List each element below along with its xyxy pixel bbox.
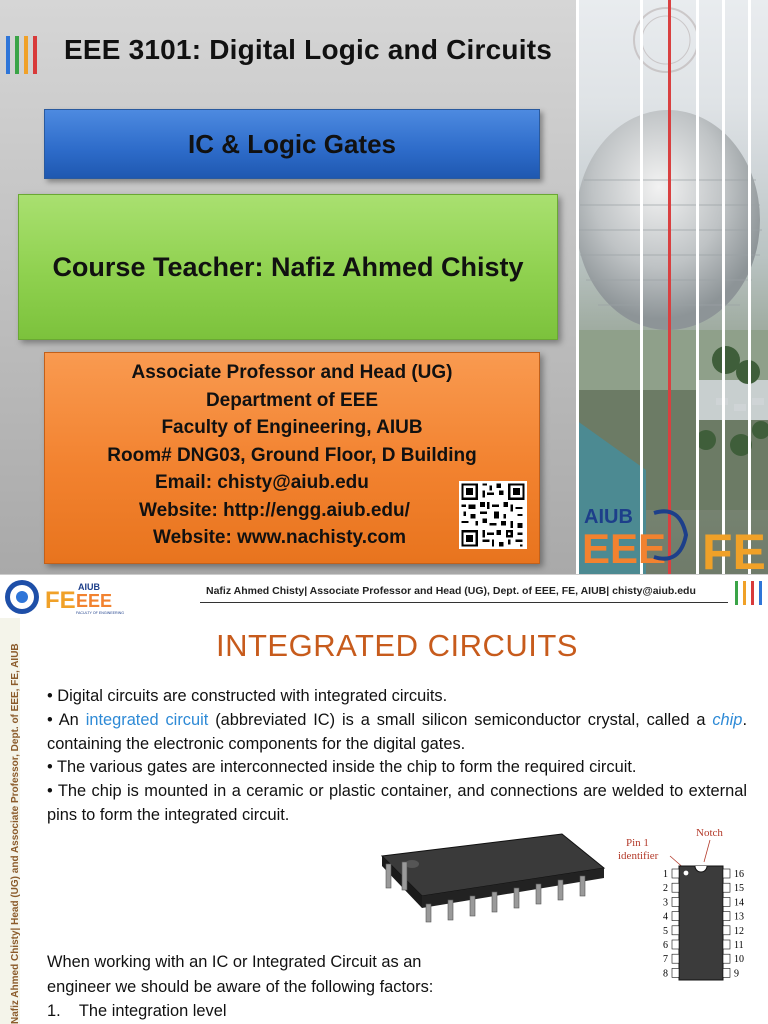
pin-number-12: 12 — [734, 925, 744, 937]
slide2-header — [0, 574, 768, 619]
pin-number-15: 15 — [734, 883, 744, 895]
logo-eee-text: EEE — [582, 525, 667, 572]
info-faculty: Faculty of Engineering, AIUB — [161, 417, 423, 438]
pin1-label: Pin 1 — [626, 837, 649, 849]
info-website-1[interactable]: Website: http://engg.aiub.edu/ — [139, 499, 410, 521]
factors-intro — [47, 950, 477, 1024]
pin-left-8 — [672, 968, 679, 977]
bullet-list — [47, 685, 747, 828]
header-info: Nafiz Ahmed Chisty| Associate Professor and Head (UG), Dept. of EEE, FE, AIUB| chisty@aiub.edu — [206, 585, 696, 597]
info-email[interactable]: Email: chisty@aiub.edu — [155, 472, 369, 493]
pin-right-13 — [723, 912, 730, 921]
color-stripes — [6, 36, 42, 74]
faculty-logo — [44, 578, 124, 616]
pin-number-13: 13 — [734, 911, 744, 923]
bullet-2: • An integrated circuit (abbreviated IC) is a small silicon semiconductor crystal, called a chip. containing the electronic components for the digital gates. — [47, 710, 747, 753]
factors-text: When working with an IC or Integrated Circuit as an engineer we should be aware of the following factors: — [47, 953, 434, 996]
contact-box — [44, 352, 540, 564]
pin-left-2 — [672, 883, 679, 892]
pin-left-1 — [672, 869, 679, 878]
ic-pinout-diagram — [616, 822, 766, 982]
pin-number-16: 16 — [734, 869, 744, 880]
pin-number-10: 10 — [734, 954, 744, 966]
header-rule — [200, 602, 728, 603]
course-title: EEE 3101: Digital Logic and Circuits — [64, 34, 552, 65]
notch-label: Notch — [696, 827, 723, 839]
pin-right-12 — [723, 926, 730, 935]
pin-number-2: 2 — [663, 883, 668, 895]
pin-left-3 — [672, 897, 679, 906]
pin-number-9: 9 — [734, 968, 739, 980]
pin-right-14 — [723, 897, 730, 906]
header-logo-aiub: AIUB — [78, 582, 100, 592]
pin-right-16 — [723, 869, 730, 878]
pin-number-7: 7 — [663, 954, 668, 966]
factor-item-1 — [47, 999, 477, 1024]
logo-aiub-text: AIUB — [584, 506, 633, 528]
chip-term: chip — [712, 710, 743, 729]
bullet-3: • The various gates are interconnected inside the chip to form the required circuit. — [47, 758, 637, 777]
logo-fe-text: FE — [702, 524, 766, 574]
ic-package-illustration — [372, 826, 608, 926]
topic-label: IC & Logic Gates — [187, 128, 397, 159]
header-logo-sub: FACULTY OF ENGINEERING — [76, 611, 124, 615]
factor-text: The integration level — [78, 1002, 227, 1020]
side-caption: Nafiz Ahmed Chisty| Head (UG) and Associate Professor, Dept. of EEE, FE, AIUB — [10, 643, 21, 1024]
pin-number-6: 6 — [663, 940, 668, 951]
header-logo-fe: FE — [45, 587, 76, 614]
bullet-4: • The chip is mounted in a ceramic or plastic container, and connections are welded to external pins to form the integrated circuit. — [47, 782, 747, 824]
topic-box — [44, 109, 540, 179]
campus-photo — [576, 0, 768, 574]
pin-right-9 — [723, 968, 730, 977]
info-website-2[interactable]: Website: www.nachisty.com — [153, 527, 407, 548]
pin-right-11 — [723, 940, 730, 949]
pin-right-15 — [723, 883, 730, 892]
slide2-title: INTEGRATED CIRCUITS — [216, 628, 578, 663]
pin-right-10 — [723, 954, 730, 963]
pin-number-11: 11 — [734, 940, 744, 951]
identifier-label: identifier — [618, 850, 659, 862]
pin-left-5 — [672, 926, 679, 935]
pin-number-4: 4 — [663, 911, 668, 923]
integrated-circuit-term: integrated circuit — [85, 710, 209, 729]
pin-number-14: 14 — [734, 897, 744, 909]
pin-number-3: 3 — [663, 897, 668, 909]
pin-left-6 — [672, 940, 679, 949]
info-room: Room# DNG03, Ground Floor, D Building — [107, 444, 477, 466]
aiub-eee-fe-logo — [576, 495, 768, 574]
pin-number-1: 1 — [663, 869, 668, 880]
pin-left-7 — [672, 954, 679, 963]
info-title: Associate Professor and Head (UG) — [131, 362, 453, 383]
info-department: Department of EEE — [205, 389, 379, 411]
university-seal-icon — [4, 579, 40, 615]
header-logo-eee: EEE — [76, 591, 113, 611]
qr-code-icon — [459, 481, 527, 549]
pin-left-4 — [672, 912, 679, 921]
pin-number-8: 8 — [663, 968, 668, 980]
building-illustration — [576, 0, 768, 574]
bullet-1: • Digital circuits are constructed with integrated circuits. — [47, 687, 448, 705]
factor-number: 1. — [47, 1002, 61, 1020]
pin-number-5: 5 — [663, 925, 668, 937]
teacher-label: Course Teacher: Nafiz Ahmed Chisty — [52, 251, 524, 282]
teacher-box — [18, 194, 558, 340]
